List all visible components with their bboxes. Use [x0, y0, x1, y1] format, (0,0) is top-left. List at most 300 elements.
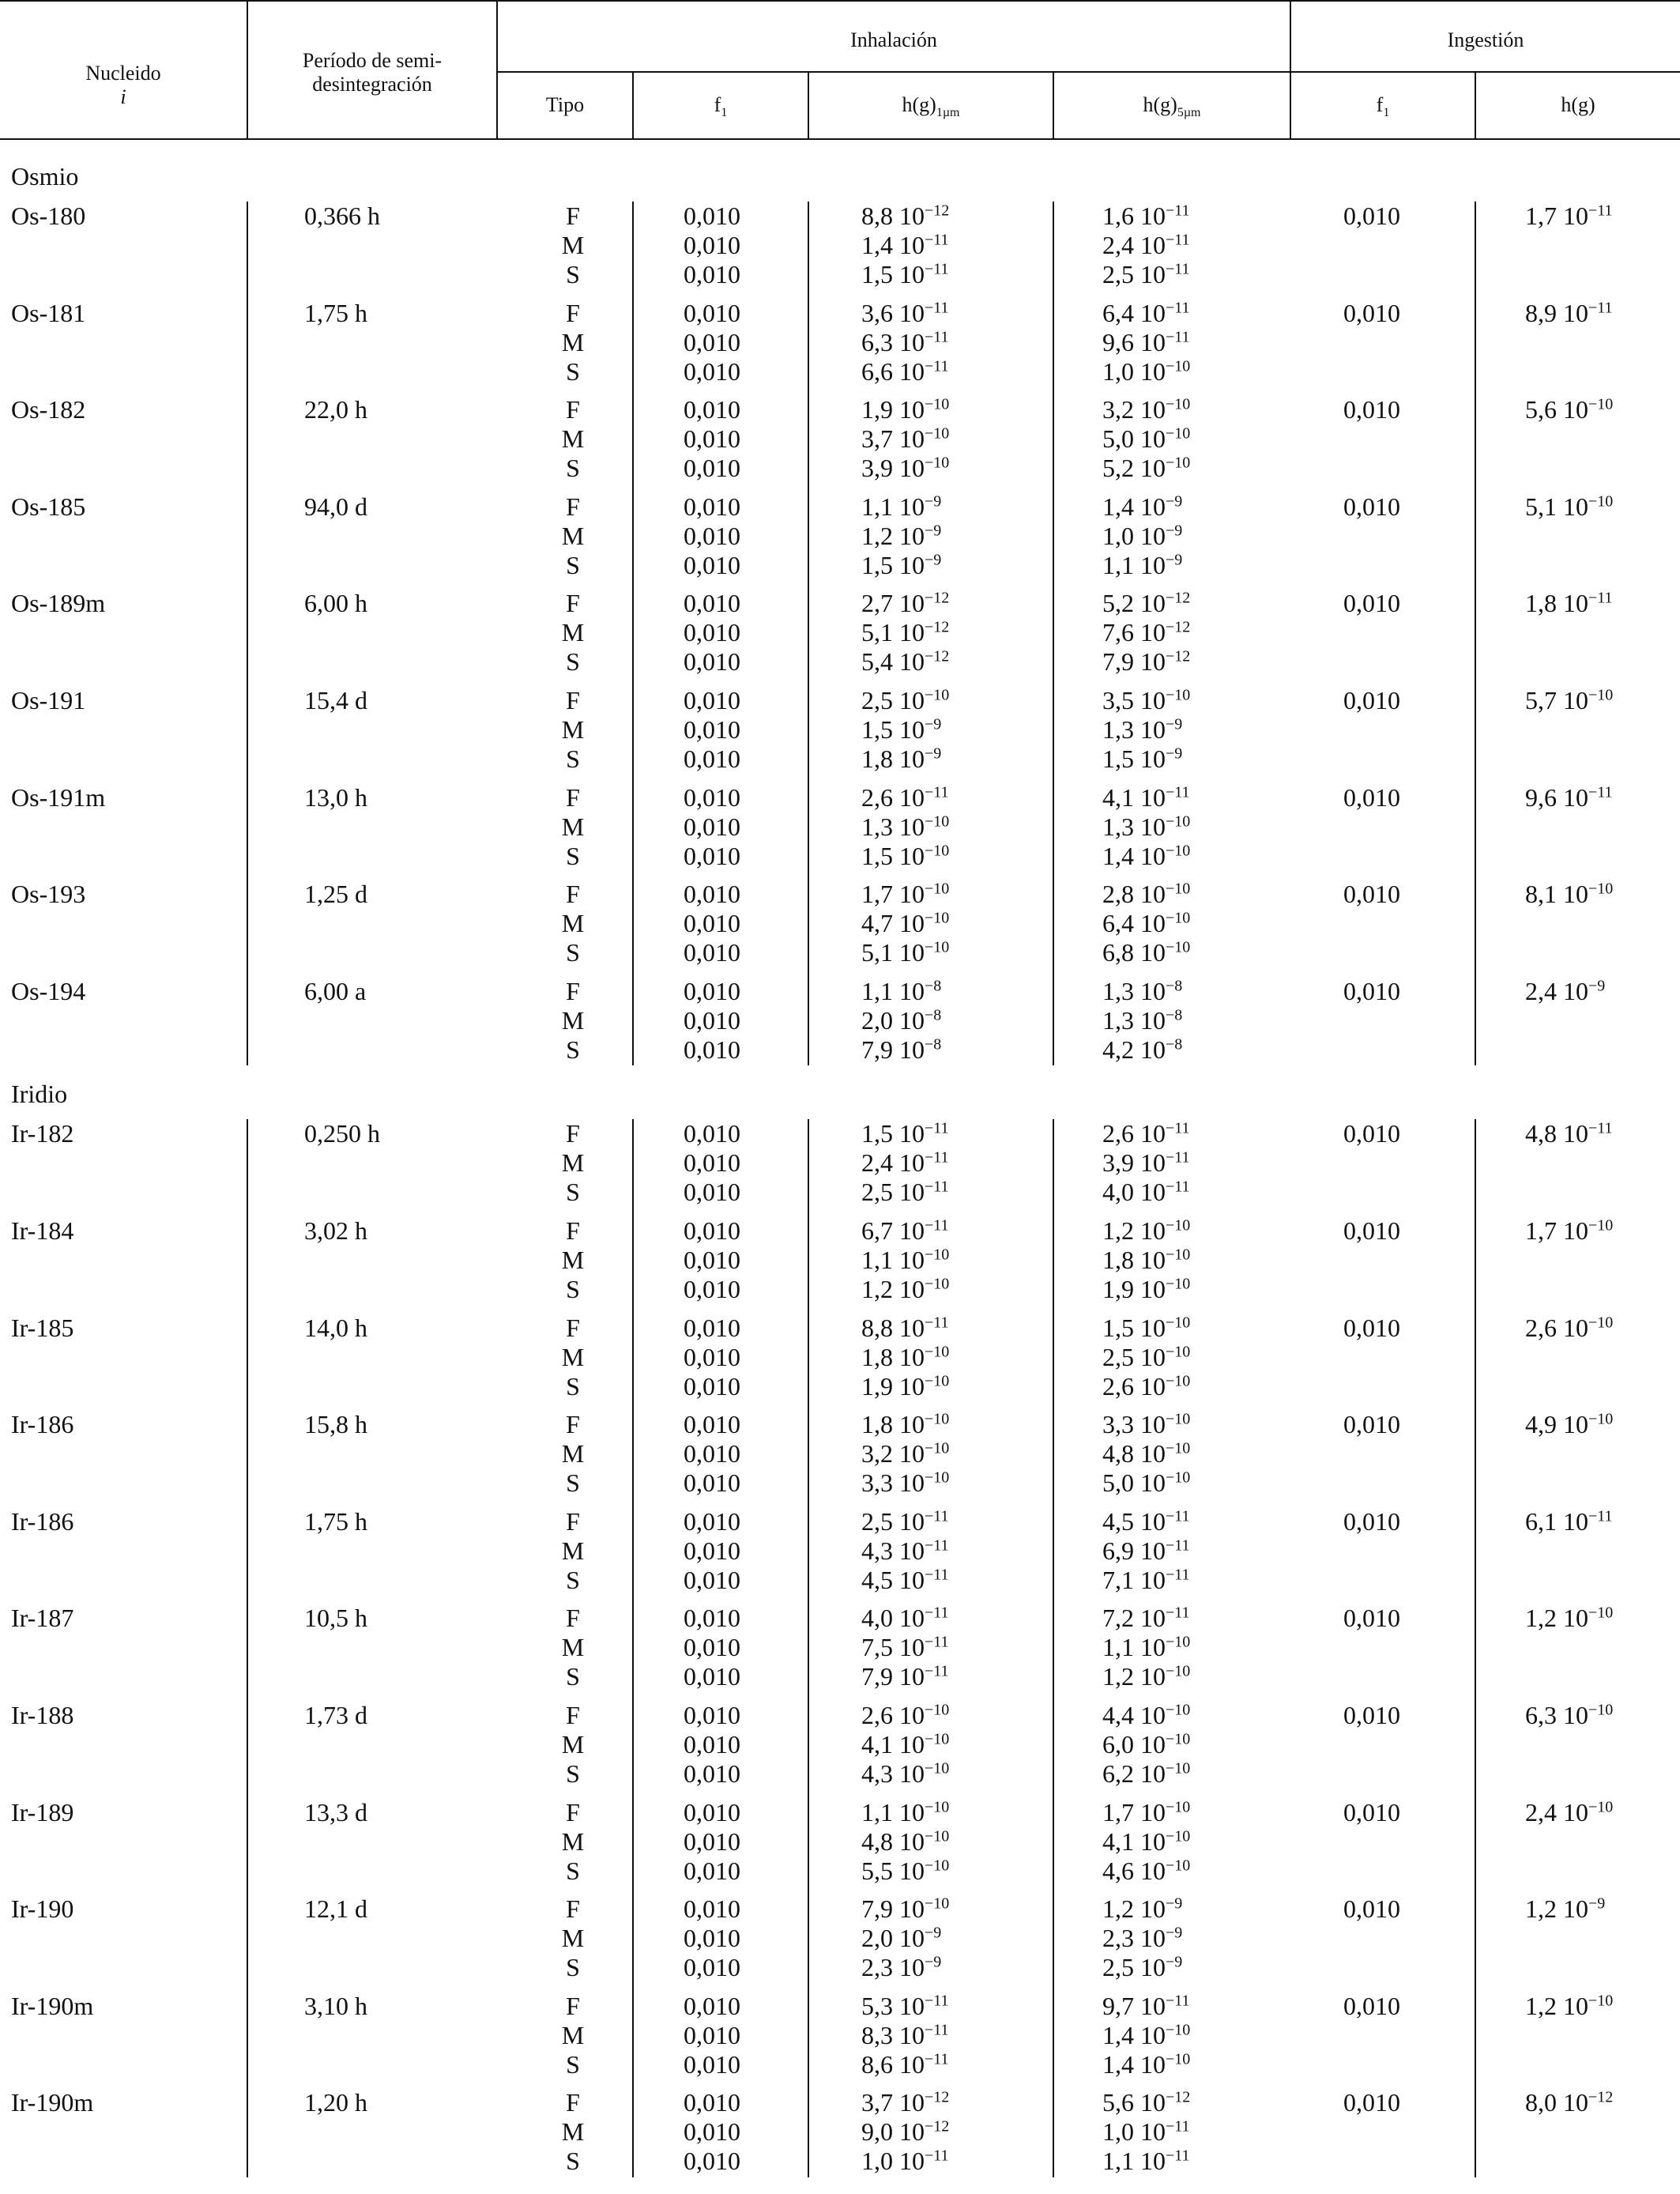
column-rule [1053, 1119, 1054, 2177]
header-nucleido-label: Nucleido [85, 62, 161, 85]
absorption-type: M [561, 1826, 585, 1856]
inhalation-f1: 0,010 [684, 1410, 740, 1439]
inhalation-h-5um: 1,3 $10^{-10}$ [1102, 812, 1191, 841]
ingestion-f1: 0,010 [1343, 1313, 1400, 1342]
absorption-type: S [566, 647, 580, 677]
absorption-type: S [566, 1662, 580, 1691]
inhalation-h-5um: 1,0 $10^{-10}$ [1102, 356, 1191, 386]
half-life: 1,20 h [304, 2088, 367, 2117]
nuclide-name: Os-191 [11, 686, 86, 714]
inhalation-h-1um: 1,5 $10^{-9}$ [861, 715, 942, 744]
ingestion-f1: 0,010 [1343, 1991, 1400, 2020]
ingestion-f1: 0,010 [1343, 1894, 1400, 1924]
inhalation-f1: 0,010 [684, 1313, 740, 1342]
inhalation-h-1um: 5,1 $10^{-12}$ [861, 618, 950, 647]
ingestion-f1: 0,010 [1343, 589, 1400, 618]
inhalation-h-5um: 3,9 $10^{-11}$ [1102, 1148, 1190, 1178]
absorption-type: M [561, 1439, 585, 1468]
inhalation-f1: 0,010 [684, 1342, 740, 1371]
inhalation-h-1um: 2,6 $10^{-11}$ [861, 782, 949, 812]
absorption-type: M [561, 715, 585, 744]
header-periodo-line2: desintegración [312, 73, 432, 96]
absorption-type: F [566, 589, 580, 618]
inhalation-h-1um: 2,4 $10^{-11}$ [861, 1148, 949, 1178]
inhalation-h-1um: 1,2 $10^{-9}$ [861, 521, 942, 550]
inhalation-h-5um: 1,3 $10^{-9}$ [1102, 715, 1183, 744]
inhalation-h-5um: 2,3 $10^{-9}$ [1102, 1924, 1183, 1953]
inhalation-f1: 0,010 [684, 1730, 740, 1759]
nuclide-name: Os-189m [11, 589, 106, 618]
inhalation-h-1um: 2,6 $10^{-10}$ [861, 1701, 950, 1729]
inhalation-h-5um: 6,4 $10^{-11}$ [1102, 298, 1190, 327]
absorption-type: S [566, 938, 580, 967]
header-vline [496, 0, 498, 138]
inhalation-f1: 0,010 [684, 424, 740, 454]
inhalation-f1: 0,010 [684, 1468, 740, 1498]
inhalation-h-5um: 4,1 $10^{-11}$ [1102, 782, 1190, 812]
absorption-type: F [566, 1119, 580, 1148]
inhalation-h-5um: 5,2 $10^{-10}$ [1102, 454, 1191, 483]
column-rule [632, 1119, 634, 2177]
half-life: 15,4 d [304, 686, 367, 714]
absorption-type: M [561, 327, 585, 356]
inhalation-h-5um: 9,6 $10^{-11}$ [1102, 327, 1190, 356]
inhalation-h-5um: 4,0 $10^{-11}$ [1102, 1178, 1190, 1207]
absorption-type: F [566, 2088, 580, 2117]
ingestion-f1: 0,010 [1343, 880, 1400, 909]
inhalation-h-1um: 6,3 $10^{-11}$ [861, 327, 949, 356]
inhalation-f1: 0,010 [684, 1826, 740, 1856]
half-life: 1,25 d [304, 880, 367, 909]
inhalation-h-1um: 7,5 $10^{-11}$ [861, 1633, 949, 1662]
absorption-type: S [566, 841, 580, 870]
column-rule [1475, 202, 1476, 1065]
inhalation-f1: 0,010 [684, 1119, 740, 1148]
inhalation-f1: 0,010 [684, 298, 740, 327]
inhalation-h-5um: 1,2 $10^{-10}$ [1102, 1662, 1191, 1691]
column-rule [247, 1119, 248, 2177]
inhalation-h-5um: 1,5 $10^{-9}$ [1102, 745, 1183, 773]
inhalation-h-1um: 1,7 $10^{-10}$ [861, 880, 950, 909]
header-ing-f1-label: f [1376, 93, 1384, 116]
header-ingestion: Ingestión [1447, 28, 1524, 51]
inhalation-f1: 0,010 [684, 1371, 740, 1400]
inhalation-h-5um: 1,3 $10^{-8}$ [1102, 976, 1183, 1005]
inhalation-f1: 0,010 [684, 1178, 740, 1207]
inhalation-h-5um: 1,6 $10^{-11}$ [1102, 202, 1190, 230]
inhalation-f1: 0,010 [684, 1991, 740, 2020]
inhalation-h-5um: 7,9 $10^{-12}$ [1102, 647, 1191, 677]
half-life: 6,00 a [304, 976, 367, 1005]
inhalation-f1: 0,010 [684, 686, 740, 714]
header-ing-h: h(g) [1561, 93, 1595, 116]
nuclide-name: Ir-184 [11, 1216, 74, 1245]
column-rule [1475, 1119, 1476, 2177]
ingestion-h: 1,8 $10^{-11}$ [1525, 589, 1613, 618]
ingestion-h: 2,6 $10^{-10}$ [1525, 1313, 1614, 1342]
ingestion-f1: 0,010 [1343, 2088, 1400, 2117]
nuclide-name: Os-181 [11, 298, 86, 327]
inhalation-f1: 0,010 [684, 2049, 740, 2079]
inhalation-h-5um: 1,7 $10^{-10}$ [1102, 1797, 1191, 1826]
inhalation-h-1um: 1,1 $10^{-9}$ [861, 492, 942, 521]
header-periodo [248, 49, 496, 96]
half-life: 14,0 h [304, 1313, 367, 1342]
inhalation-h-1um: 4,3 $10^{-10}$ [861, 1759, 950, 1788]
inhalation-h-1um: 1,1 $10^{-10}$ [861, 1797, 950, 1826]
inhalation-f1: 0,010 [684, 1275, 740, 1303]
absorption-type: F [566, 395, 580, 424]
inhalation-f1: 0,010 [684, 550, 740, 579]
inhalation-h-1um: 1,4 $10^{-11}$ [861, 231, 949, 259]
inhalation-f1: 0,010 [684, 1797, 740, 1826]
inhalation-f1: 0,010 [684, 1759, 740, 1788]
inhalation-h-1um: 5,3 $10^{-11}$ [861, 1991, 949, 2020]
absorption-type: F [566, 880, 580, 909]
inhalation-h-5um: 9,7 $10^{-11}$ [1102, 1991, 1190, 2020]
inhalation-f1: 0,010 [684, 395, 740, 424]
inhalation-h-5um: 6,0 $10^{-10}$ [1102, 1730, 1191, 1759]
inhalation-h-1um: 2,3 $10^{-9}$ [861, 1953, 942, 1982]
inhalation-h-1um: 1,5 $10^{-10}$ [861, 841, 950, 870]
inhalation-h-1um: 1,8 $10^{-10}$ [861, 1342, 950, 1371]
inhalation-f1: 0,010 [684, 1005, 740, 1035]
inhalation-f1: 0,010 [684, 2117, 740, 2147]
half-life: 1,75 h [304, 298, 367, 327]
header-f1-label: f [714, 93, 721, 116]
inhalation-h-5um: 1,9 $10^{-10}$ [1102, 1275, 1191, 1303]
column-rule [632, 202, 634, 1065]
inhalation-h-5um: 4,4 $10^{-10}$ [1102, 1701, 1191, 1729]
absorption-type: S [566, 745, 580, 773]
inhalation-f1: 0,010 [684, 1633, 740, 1662]
inhalation-h-5um: 7,6 $10^{-12}$ [1102, 618, 1191, 647]
half-life: 0,366 h [304, 202, 380, 230]
inhalation-f1: 0,010 [684, 1565, 740, 1594]
ingestion-h: 6,1 $10^{-11}$ [1525, 1506, 1613, 1536]
inhalation-h-5um: 1,4 $10^{-10}$ [1102, 2020, 1191, 2049]
absorption-type: S [566, 1371, 580, 1400]
header-h5-sub: 5µm [1177, 106, 1201, 120]
inhalation-f1: 0,010 [684, 2147, 740, 2176]
absorption-type: S [566, 2049, 580, 2079]
inhalation-h-1um: 9,0 $10^{-12}$ [861, 2117, 950, 2147]
absorption-type: F [566, 782, 580, 812]
inhalation-h-1um: 4,0 $10^{-11}$ [861, 1604, 949, 1633]
inhalation-h-5um: 5,6 $10^{-12}$ [1102, 2088, 1191, 2117]
absorption-type: M [561, 1148, 585, 1178]
inhalation-h-1um: 7,9 $10^{-8}$ [861, 1035, 942, 1064]
ingestion-f1: 0,010 [1343, 395, 1400, 424]
absorption-type: F [566, 1991, 580, 2020]
inhalation-f1: 0,010 [684, 938, 740, 967]
ingestion-h: 4,9 $10^{-10}$ [1525, 1410, 1614, 1439]
absorption-type: S [566, 1468, 580, 1498]
inhalation-f1: 0,010 [684, 1506, 740, 1536]
column-rule [808, 1119, 809, 2177]
header-ing-f1 [1291, 93, 1475, 120]
inhalation-h-5um: 1,2 $10^{-9}$ [1102, 1894, 1183, 1924]
inhalation-h-5um: 7,2 $10^{-11}$ [1102, 1604, 1190, 1633]
inhalation-h-1um: 2,0 $10^{-9}$ [861, 1924, 942, 1953]
inhalation-h-5um: 2,5 $10^{-9}$ [1102, 1953, 1183, 1982]
absorption-type: S [566, 1565, 580, 1594]
inhalation-h-1um: 1,8 $10^{-9}$ [861, 745, 942, 773]
inhalation-f1: 0,010 [684, 260, 740, 288]
absorption-type: S [566, 356, 580, 386]
ingestion-f1: 0,010 [1343, 1119, 1400, 1148]
header-nucleido [0, 62, 247, 109]
nuclide-name: Os-191m [11, 782, 106, 812]
inhalation-h-1um: 5,5 $10^{-10}$ [861, 1856, 950, 1885]
inhalation-f1: 0,010 [684, 1701, 740, 1729]
inhalation-h-5um: 1,4 $10^{-10}$ [1102, 841, 1191, 870]
ingestion-h: 8,9 $10^{-11}$ [1525, 298, 1613, 327]
inhalation-f1: 0,010 [684, 589, 740, 618]
inhalation-h-5um: 6,9 $10^{-11}$ [1102, 1536, 1190, 1565]
inhalation-f1: 0,010 [684, 2020, 740, 2049]
nuclide-name: Ir-186 [11, 1506, 74, 1536]
header-inhalacion: Inhalación [850, 28, 937, 51]
inhalation-h-5um: 4,8 $10^{-10}$ [1102, 1439, 1191, 1468]
inhalation-h-1um: 2,0 $10^{-8}$ [861, 1005, 942, 1035]
inhalation-f1: 0,010 [684, 454, 740, 483]
column-rule [1053, 202, 1054, 1065]
inhalation-h-5um: 4,2 $10^{-8}$ [1102, 1035, 1183, 1064]
absorption-type: S [566, 1178, 580, 1207]
ingestion-h: 1,7 $10^{-11}$ [1525, 202, 1613, 230]
inhalation-f1: 0,010 [684, 2088, 740, 2117]
inhalation-h-5um: 2,4 $10^{-11}$ [1102, 231, 1190, 259]
absorption-type: M [561, 812, 585, 841]
ingestion-h: 4,8 $10^{-11}$ [1525, 1119, 1613, 1148]
ingestion-h: 1,7 $10^{-10}$ [1525, 1216, 1614, 1245]
inhalation-h-1um: 1,8 $10^{-10}$ [861, 1410, 950, 1439]
header-nucleido-sub: i [120, 85, 126, 108]
header-h5 [1054, 93, 1290, 120]
inhalation-h-5um: 6,2 $10^{-10}$ [1102, 1759, 1191, 1788]
inhalation-h-5um: 3,3 $10^{-10}$ [1102, 1410, 1191, 1439]
inhalation-f1: 0,010 [684, 1856, 740, 1885]
inhalation-f1: 0,010 [684, 782, 740, 812]
inhalation-h-5um: 1,8 $10^{-10}$ [1102, 1246, 1191, 1274]
absorption-type: F [566, 1797, 580, 1826]
absorption-type: F [566, 492, 580, 521]
absorption-type: M [561, 1005, 585, 1035]
inhalation-h-1um: 2,5 $10^{-10}$ [861, 686, 950, 714]
absorption-type: F [566, 1313, 580, 1342]
inhalation-h-1um: 4,7 $10^{-10}$ [861, 909, 950, 938]
inhalation-h-1um: 8,8 $10^{-11}$ [861, 1313, 949, 1342]
ingestion-f1: 0,010 [1343, 1797, 1400, 1826]
header-h1-label: h(g) [902, 93, 936, 116]
inhalation-h-1um: 1,5 $10^{-9}$ [861, 550, 942, 579]
absorption-type: M [561, 424, 585, 454]
inhalation-f1: 0,010 [684, 521, 740, 550]
ingestion-f1: 0,010 [1343, 976, 1400, 1005]
absorption-type: M [561, 231, 585, 259]
inhalation-h-1um: 1,9 $10^{-10}$ [861, 1371, 950, 1400]
half-life: 13,0 h [304, 782, 367, 812]
inhalation-h-1um: 1,5 $10^{-11}$ [861, 260, 949, 288]
half-life: 13,3 d [304, 1797, 367, 1826]
inhalation-f1: 0,010 [684, 812, 740, 841]
inhalation-h-5um: 1,0 $10^{-9}$ [1102, 521, 1183, 550]
half-life: 3,10 h [304, 1991, 367, 2020]
inhalation-f1: 0,010 [684, 909, 740, 938]
ingestion-h: 9,6 $10^{-11}$ [1525, 782, 1613, 812]
inhalation-f1: 0,010 [684, 841, 740, 870]
inhalation-h-5um: 6,8 $10^{-10}$ [1102, 938, 1191, 967]
nuclide-name: Ir-182 [11, 1119, 74, 1148]
inhalation-h-5um: 5,0 $10^{-10}$ [1102, 1468, 1191, 1498]
inhalation-h-1um: 3,7 $10^{-10}$ [861, 424, 950, 454]
inhalation-f1: 0,010 [684, 1439, 740, 1468]
ingestion-h: 6,3 $10^{-10}$ [1525, 1701, 1614, 1729]
inhalation-f1: 0,010 [684, 1924, 740, 1953]
inhalation-h-1um: 3,2 $10^{-10}$ [861, 1439, 950, 1468]
inhalation-h-1um: 8,3 $10^{-11}$ [861, 2020, 949, 2049]
inhalation-f1: 0,010 [684, 1216, 740, 1245]
section-heading: Iridio [11, 1080, 68, 1109]
half-life: 94,0 d [304, 492, 367, 521]
header-tipo: Tipo [545, 93, 585, 116]
inhalation-h-1um: 4,3 $10^{-11}$ [861, 1536, 949, 1565]
absorption-type: F [566, 976, 580, 1005]
inhalation-h-1um: 3,9 $10^{-10}$ [861, 454, 950, 483]
inhalation-f1: 0,010 [684, 327, 740, 356]
inhalation-h-1um: 1,2 $10^{-10}$ [861, 1275, 950, 1303]
inhalation-f1: 0,010 [684, 880, 740, 909]
inhalation-h-5um: 4,6 $10^{-10}$ [1102, 1856, 1191, 1885]
inhalation-h-5um: 3,5 $10^{-10}$ [1102, 686, 1191, 714]
ingestion-f1: 0,010 [1343, 1701, 1400, 1729]
absorption-type: M [561, 1730, 585, 1759]
section-heading: Osmio [11, 162, 79, 190]
ingestion-f1: 0,010 [1343, 298, 1400, 327]
ingestion-h: 5,1 $10^{-10}$ [1525, 492, 1614, 521]
absorption-type: F [566, 1701, 580, 1729]
nuclide-name: Ir-187 [11, 1604, 74, 1633]
absorption-type: M [561, 521, 585, 550]
half-life: 10,5 h [304, 1604, 367, 1633]
inhalation-h-1um: 1,9 $10^{-10}$ [861, 395, 950, 424]
inhalation-h-5um: 1,0 $10^{-11}$ [1102, 2117, 1190, 2147]
absorption-type: S [566, 1953, 580, 1982]
absorption-type: S [566, 550, 580, 579]
absorption-type: F [566, 1506, 580, 1536]
inhalation-h-5um: 3,2 $10^{-10}$ [1102, 395, 1191, 424]
half-life: 1,73 d [304, 1701, 367, 1729]
inhalation-h-1um: 5,4 $10^{-12}$ [861, 647, 950, 677]
header-bottom-rule [0, 138, 1680, 140]
inhalation-h-1um: 3,6 $10^{-11}$ [861, 298, 949, 327]
absorption-type: M [561, 1633, 585, 1662]
nuclide-name: Os-194 [11, 976, 86, 1005]
ingestion-f1: 0,010 [1343, 202, 1400, 230]
inhalation-f1: 0,010 [684, 1604, 740, 1633]
inhalation-h-5um: 4,1 $10^{-10}$ [1102, 1826, 1191, 1856]
header-mid-rule [496, 71, 1680, 73]
inhalation-h-1um: 4,5 $10^{-11}$ [861, 1565, 949, 1594]
inhalation-h-1um: 2,7 $10^{-12}$ [861, 589, 950, 618]
header-ing-f1-sub: 1 [1383, 106, 1390, 120]
inhalation-h-5um: 1,3 $10^{-8}$ [1102, 1005, 1183, 1035]
inhalation-h-5um: 2,6 $10^{-10}$ [1102, 1371, 1191, 1400]
half-life: 0,250 h [304, 1119, 380, 1148]
half-life: 6,00 h [304, 589, 367, 618]
nuclide-name: Ir-190 [11, 1894, 74, 1924]
inhalation-h-5um: 5,2 $10^{-12}$ [1102, 589, 1191, 618]
absorption-type: M [561, 1924, 585, 1953]
inhalation-h-1um: 2,5 $10^{-11}$ [861, 1178, 949, 1207]
inhalation-h-1um: 8,6 $10^{-11}$ [861, 2049, 949, 2079]
inhalation-f1: 0,010 [684, 231, 740, 259]
absorption-type: S [566, 1856, 580, 1885]
inhalation-h-5um: 1,1 $10^{-11}$ [1102, 2147, 1190, 2176]
inhalation-h-5um: 1,1 $10^{-9}$ [1102, 550, 1183, 579]
absorption-type: M [561, 1246, 585, 1274]
inhalation-h-1um: 6,7 $10^{-11}$ [861, 1216, 949, 1245]
column-rule [247, 202, 248, 1065]
absorption-type: S [566, 260, 580, 288]
inhalation-h-5um: 1,4 $10^{-10}$ [1102, 2049, 1191, 2079]
inhalation-f1: 0,010 [684, 715, 740, 744]
ingestion-h: 5,6 $10^{-10}$ [1525, 395, 1614, 424]
inhalation-h-1um: 1,1 $10^{-10}$ [861, 1246, 950, 1274]
inhalation-h-5um: 1,1 $10^{-10}$ [1102, 1633, 1191, 1662]
inhalation-h-1um: 7,9 $10^{-11}$ [861, 1662, 949, 1691]
ingestion-f1: 0,010 [1343, 1506, 1400, 1536]
inhalation-h-1um: 5,1 $10^{-10}$ [861, 938, 950, 967]
ingestion-h: 2,4 $10^{-9}$ [1525, 976, 1606, 1005]
nuclide-name: Ir-190m [11, 1991, 94, 2020]
inhalation-h-5um: 1,5 $10^{-10}$ [1102, 1313, 1191, 1342]
nuclide-name: Os-193 [11, 880, 86, 909]
inhalation-h-5um: 1,4 $10^{-9}$ [1102, 492, 1183, 521]
inhalation-h-5um: 1,2 $10^{-10}$ [1102, 1216, 1191, 1245]
nuclide-name: Ir-189 [11, 1797, 74, 1826]
inhalation-h-5um: 7,1 $10^{-11}$ [1102, 1565, 1190, 1594]
inhalation-h-1um: 4,8 $10^{-10}$ [861, 1826, 950, 1856]
inhalation-h-5um: 2,6 $10^{-11}$ [1102, 1119, 1190, 1148]
half-life: 1,75 h [304, 1506, 367, 1536]
inhalation-h-1um: 3,3 $10^{-10}$ [861, 1468, 950, 1498]
absorption-type: M [561, 2117, 585, 2147]
inhalation-h-1um: 4,1 $10^{-10}$ [861, 1730, 950, 1759]
absorption-type: M [561, 1536, 585, 1565]
nuclide-name: Ir-185 [11, 1313, 74, 1342]
absorption-type: F [566, 1410, 580, 1439]
inhalation-h-5um: 2,8 $10^{-10}$ [1102, 880, 1191, 909]
ingestion-f1: 0,010 [1343, 782, 1400, 812]
header-f1-sub: 1 [721, 106, 728, 120]
inhalation-h-1um: 1,0 $10^{-11}$ [861, 2147, 949, 2176]
absorption-type: M [561, 2020, 585, 2049]
absorption-type: S [566, 1275, 580, 1303]
nuclide-name: Ir-188 [11, 1701, 74, 1729]
inhalation-h-1um: 3,7 $10^{-12}$ [861, 2088, 950, 2117]
inhalation-f1: 0,010 [684, 356, 740, 386]
inhalation-f1: 0,010 [684, 202, 740, 230]
inhalation-f1: 0,010 [684, 647, 740, 677]
inhalation-h-1um: 1,5 $10^{-11}$ [861, 1119, 949, 1148]
header-top-rule [0, 0, 1680, 2]
nuclide-name: Os-180 [11, 202, 86, 230]
nuclide-name: Ir-186 [11, 1410, 74, 1439]
inhalation-h-1um: 1,3 $10^{-10}$ [861, 812, 950, 841]
ingestion-f1: 0,010 [1343, 1216, 1400, 1245]
